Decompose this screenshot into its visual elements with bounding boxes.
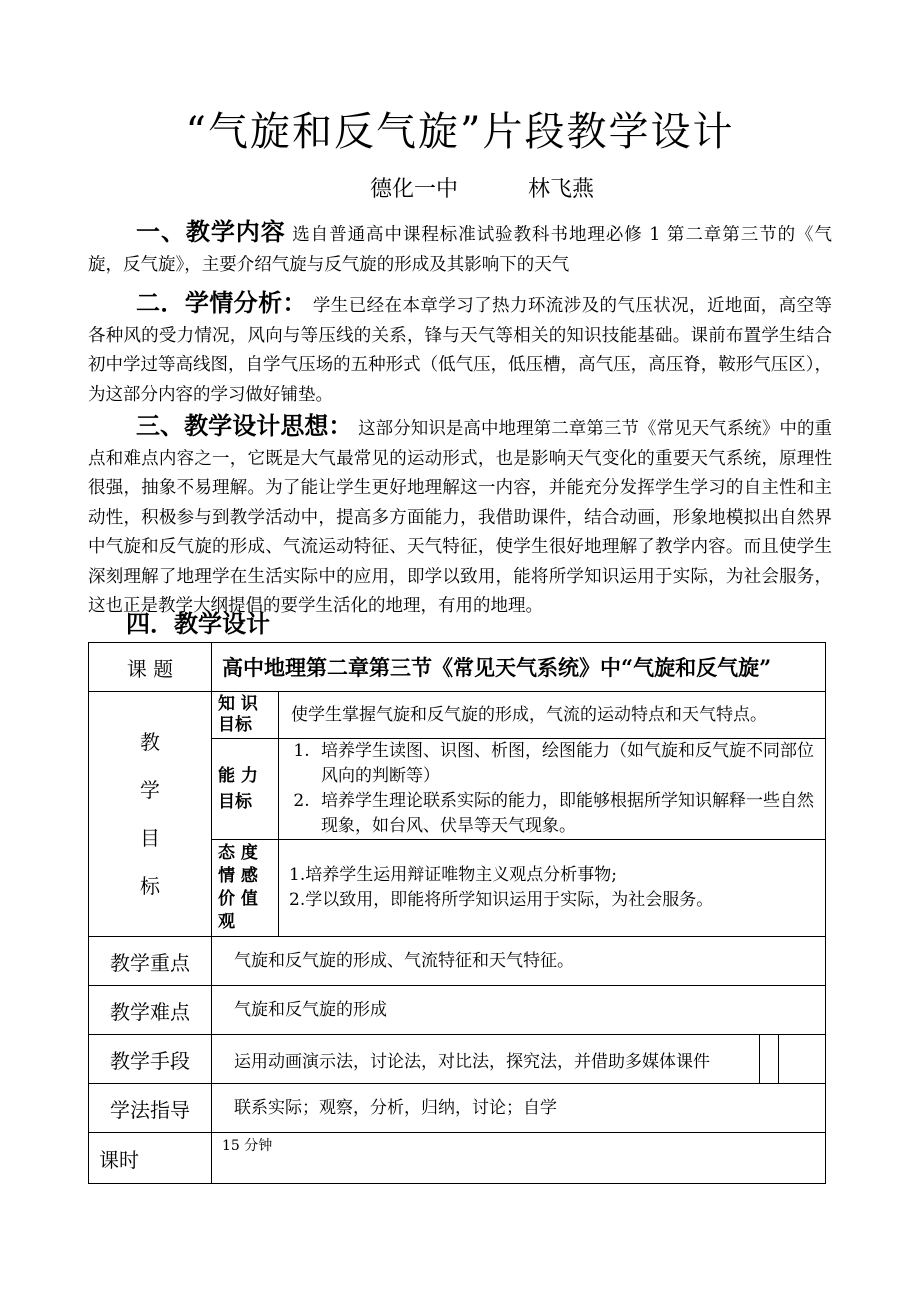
section-content [88,218,832,280]
difficulty-label: 教学难点 [89,986,212,1035]
ability-goal-list [279,739,826,840]
section-text: 选自普通高中课程标准试验教科书地理必修 1 第二章第三节的《气旋，反气旋》，主要介绍气旋与反气旋的形成及其影响下的天气 [88,225,832,275]
section-text: 学生已经在本章学习了热力环流涉及的气压状况，近地面，高空等各种风的受力情况，风向与等压线的关系，锋与天气等相关的知识技能基础。课前布置学生结合初中学过等高线图，自学气压场的五种形式（低气压，低压槽，高气压，高压脊，鞍形气压区），为这部分内容的学习做好铺垫。 [88,296,832,405]
study-guide-text: 联系实际；观察，分析，归纳，讨论；自学 [212,1084,826,1133]
section-heading: 三、教学设计思想： [136,412,353,440]
period-text: 15 分钟 [212,1133,826,1184]
attitude-goal-list [279,840,826,937]
topic-label: 课 题 [89,643,212,692]
key-point-label: 教学重点 [89,937,212,986]
knowledge-goal-label: 知 识 目标 [212,692,279,739]
period-label: 课时 [89,1133,212,1184]
ability-goal-label: 能 力 目标 [212,739,279,840]
list-item: 1. 培养学生读图、识图、析图，绘图能力（如气旋和反气旋不同部位风向的判断等） [315,739,819,789]
key-point-text: 气旋和反气旋的形成、气流特征和天气特征。 [212,937,826,986]
method-label: 教学手段 [89,1035,212,1084]
author-line [370,172,594,203]
study-guide-label: 学法指导 [89,1084,212,1133]
method-cell [212,1035,826,1084]
section-heading: 一、教学内容 [136,218,286,246]
author-name: 林飞燕 [528,177,595,202]
page-title: “气旋和反气旋”片段教学设计 [185,109,735,155]
section-heading: 二．学情分析： [136,289,307,317]
list-item: 2. 培养学生理论联系实际的能力，即能够根据所学知识解释一些自然现象，如台风、伏旱等天气现象。 [315,789,819,839]
design-table [88,642,826,1184]
method-text: 运用动画演示法，讨论法，对比法，探究法，并借助多媒体课件 [234,1051,710,1072]
attitude-goal-label: 态 度 情 感 价 值 观 [212,840,279,937]
knowledge-goal-text: 使学生掌握气旋和反气旋的形成，气流的运动特点和天气特点。 [279,692,826,739]
empty-cell [778,1035,825,1083]
section-text: 这部分知识是高中地理第二章第三节《常见天气系统》中的重点和难点内容之一，它既是大气最常见的运动形式，也是影响天气变化的重要天气系统，原理性很强，抽象不易理解。为了能让学生更好地理解这一内容，并能充分发挥学生学习的自主性和主动性，积极参与到教学活动中，提高多方面能力，我借助课件，结合动画，形象地模拟出自然界中气旋和反气旋的形成、气流运动特征、天气特征，使学生很好地理解了教学内容。而且使学生深刻理解了地理学在生活实际中的应用，即学以致用，能将所学知识运用于实际，为社会服务，这也正是教学大纲提倡的要学生活化的地理，有用的地理。 [88,419,832,616]
section-design-idea [88,412,832,622]
section-heading-design: 四．教学设计 [126,610,270,638]
list-item: 1.培养学生运用辩证唯物主义观点分析事物; [289,865,617,885]
topic-value: 高中地理第二章第三节《常见天气系统》中“气旋和反气旋” [212,643,826,692]
goals-label: 教 学 目 标 [89,692,212,937]
school-name: 德化一中 [370,177,459,202]
empty-cell [759,1035,778,1083]
list-item: 2.学以致用，即能将所学知识运用于实际，为社会服务。 [289,890,714,910]
difficulty-text: 气旋和反气旋的形成 [212,986,826,1035]
section-learner-analysis [88,289,832,410]
